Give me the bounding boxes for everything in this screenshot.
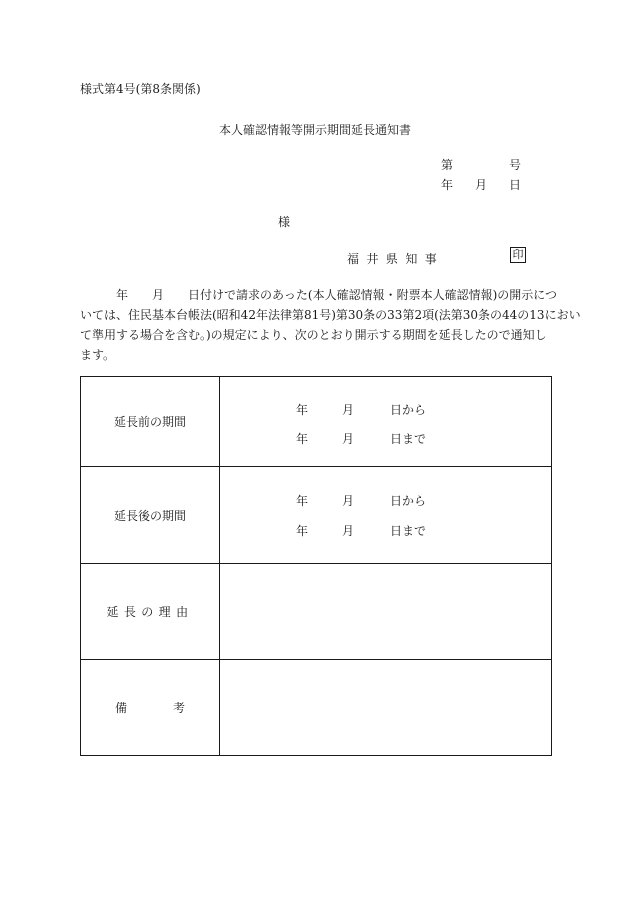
body-month: 月 — [152, 288, 165, 302]
row-remarks — [81, 660, 552, 756]
form-number-label: 様式第4号(第8条関係) — [80, 82, 201, 96]
body-line-3: て準用する場合を含む。)の規定により、次のとおり開示する期間を延長したので通知し — [80, 328, 547, 342]
issuer-name: 福井県知事 — [347, 252, 445, 266]
body-line-1 — [80, 285, 558, 305]
period-before-until: 年 月 日まで — [296, 432, 427, 446]
body-line-2: いては、住民基本台帳法(昭和42年法律第81号)第30条の33第2項(法第30条の44の13におい — [80, 308, 581, 322]
document-title: 本人確認情報等開示期間延長通知書 — [218, 123, 411, 137]
body-year: 年 — [116, 288, 129, 302]
date-day: 日 — [508, 178, 521, 192]
body-line-1-text: 日付けで請求のあった(本人確認情報・附票本人確認情報)の開示につ — [188, 288, 558, 302]
value-extension-reason — [220, 564, 552, 660]
label-period-after: 延長後の期間 — [81, 467, 220, 564]
notice-body — [80, 285, 581, 365]
label-extension-reason: 延長の理由 — [106, 605, 194, 619]
number-prefix: 第 — [441, 158, 454, 172]
row-extension-reason — [81, 564, 552, 660]
document-number — [441, 156, 521, 173]
period-after-from: 年 月 日から — [296, 494, 427, 508]
row-period-after — [81, 467, 552, 564]
value-period-after — [220, 467, 552, 564]
period-after-until: 年 月 日まで — [296, 524, 427, 538]
period-before-from: 年 月 日から — [296, 403, 427, 417]
document-date — [441, 176, 521, 193]
body-line-4: ます。 — [80, 348, 116, 362]
date-month: 月 — [474, 178, 487, 192]
label-period-before: 延長前の期間 — [81, 377, 220, 467]
addressee-suffix: 様 — [278, 215, 291, 229]
row-period-before — [81, 377, 552, 467]
label-remarks: 備 考 — [81, 660, 220, 756]
value-period-before — [220, 377, 552, 467]
value-remarks — [220, 660, 552, 756]
number-suffix: 号 — [508, 158, 521, 172]
date-year: 年 — [441, 178, 454, 192]
seal-mark: 印 — [510, 247, 526, 263]
extension-table — [80, 376, 552, 756]
